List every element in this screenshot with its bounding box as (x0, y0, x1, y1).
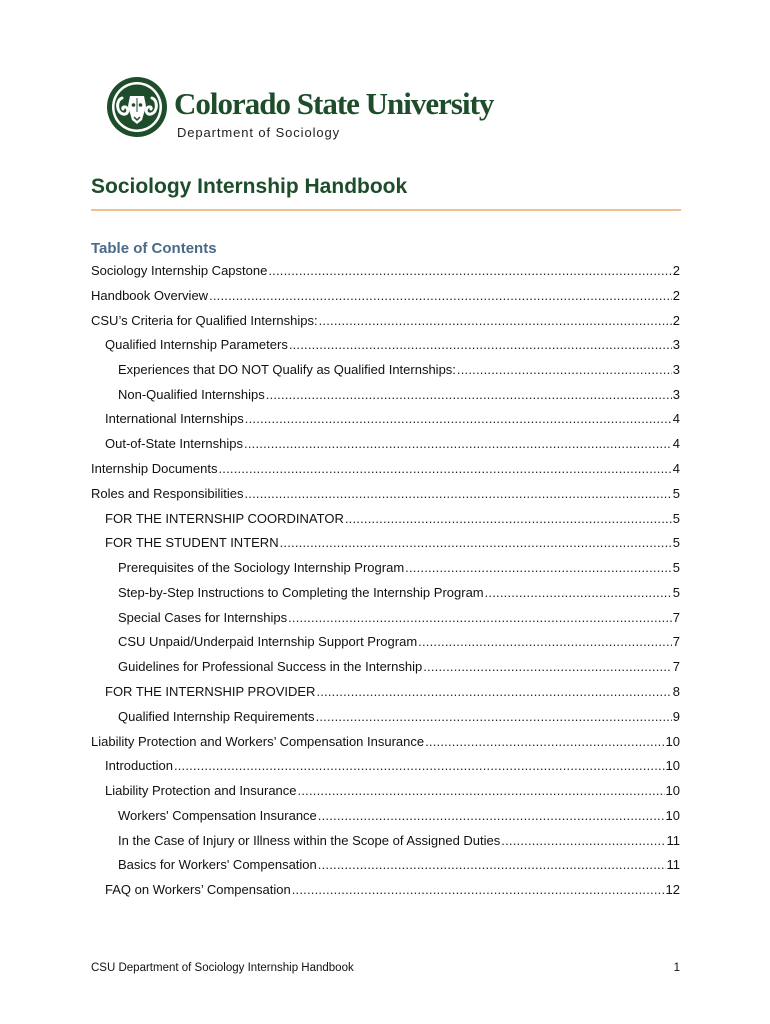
toc-entry-title: Roles and Responsibilities (91, 486, 244, 501)
toc-entry-title: Workers' Compensation Insurance (118, 808, 317, 823)
toc-leader (319, 313, 672, 328)
toc-entry-page: 4 (672, 461, 680, 476)
toc-leader (288, 610, 672, 625)
toc-entry-title: CSU Unpaid/Underpaid Internship Support Program (118, 634, 418, 649)
toc-entry-page: 4 (672, 436, 680, 451)
toc-entry-page: 3 (672, 337, 680, 352)
toc-entry-page: 5 (672, 535, 680, 550)
toc-entry[interactable] (105, 535, 680, 557)
toc-entry[interactable] (91, 313, 680, 335)
toc-entry[interactable] (105, 511, 680, 533)
toc-leader (316, 709, 672, 724)
toc-entry-page: 2 (672, 313, 680, 328)
toc-entry-title: Out-of-State Internships (105, 436, 244, 451)
toc-leader (418, 634, 672, 649)
toc-leader (501, 833, 665, 848)
toc-entry-title: FOR THE INTERNSHIP COORDINATOR (105, 511, 344, 526)
toc-entry-page: 5 (672, 585, 680, 600)
toc-entry-title: Liability Protection and Insurance (105, 783, 297, 798)
toc-entry-page: 7 (672, 659, 680, 674)
toc-leader (218, 461, 671, 476)
toc-entry[interactable] (105, 436, 680, 458)
toc-leader (485, 585, 672, 600)
toc-entry-page: 11 (666, 833, 680, 848)
toc-entry-page: 10 (665, 783, 680, 798)
title-divider (91, 209, 681, 211)
toc-entry-title: Special Cases for Internships (118, 610, 288, 625)
toc-entry[interactable] (91, 461, 680, 483)
toc-leader (405, 560, 672, 575)
toc-entry-title: Prerequisites of the Sociology Internship Program (118, 560, 405, 575)
toc-leader (280, 535, 672, 550)
footer-title: CSU Department of Sociology Internship Handbook (91, 962, 354, 974)
department-name: Department of Sociology (177, 125, 341, 140)
toc-entry[interactable] (105, 684, 680, 706)
toc-entry-title: Qualified Internship Parameters (105, 337, 288, 352)
toc-entry-title: CSU’s Criteria for Qualified Internships: (91, 313, 318, 328)
toc-leader (209, 288, 672, 303)
toc-entry[interactable] (118, 362, 680, 384)
toc-entry[interactable] (118, 560, 680, 582)
ram-head-seal-icon (106, 76, 168, 138)
toc-entry-page: 8 (672, 684, 680, 699)
toc-entry[interactable] (91, 263, 680, 285)
toc-entry-page: 9 (672, 709, 680, 724)
toc-entry[interactable] (91, 486, 680, 508)
toc-entry[interactable] (118, 808, 680, 830)
toc-entry-page: 2 (672, 288, 680, 303)
toc-leader (245, 411, 672, 426)
toc-leader (268, 263, 671, 278)
toc-entry-page: 5 (672, 486, 680, 501)
toc-leader (318, 857, 666, 872)
toc-entry[interactable] (118, 634, 680, 656)
toc-entry-page: 12 (665, 882, 680, 897)
toc-leader (318, 808, 665, 823)
toc-entry-title: Handbook Overview (91, 288, 209, 303)
toc-entry-title: FOR THE STUDENT INTERN (105, 535, 279, 550)
toc-entry-page: 2 (672, 263, 680, 278)
toc-entry-title: Liability Protection and Workers’ Compensation Insurance (91, 734, 425, 749)
toc-entry-page: 11 (666, 857, 680, 872)
toc-leader (266, 387, 672, 402)
toc-entry[interactable] (118, 610, 680, 632)
toc-leader (423, 659, 672, 674)
toc-entry-title: FOR THE INTERNSHIP PROVIDER (105, 684, 316, 699)
toc-leader (244, 486, 671, 501)
toc-entry[interactable] (105, 783, 680, 805)
toc-leader (289, 337, 672, 352)
toc-leader (425, 734, 664, 749)
toc-leader (457, 362, 672, 377)
university-wordmark: Colorado State University (174, 86, 494, 121)
document-title: Sociology Internship Handbook (91, 175, 408, 198)
toc-leader (316, 684, 671, 699)
toc-entry[interactable] (118, 659, 680, 681)
toc-entry-title: Internship Documents (91, 461, 218, 476)
toc-leader (244, 436, 672, 451)
toc-entry-page: 4 (672, 411, 680, 426)
toc-leader (174, 758, 665, 773)
toc-entry[interactable] (105, 411, 680, 433)
toc-entry-title: Step-by-Step Instructions to Completing the Internship Program (118, 585, 484, 600)
toc-entry-title: Guidelines for Professional Success in the Internship (118, 659, 423, 674)
toc-entry-title: In the Case of Injury or Illness within the Scope of Assigned Duties (118, 833, 501, 848)
toc-entry-page: 3 (672, 362, 680, 377)
toc-entry-page: 3 (672, 387, 680, 402)
toc-entry-page: 5 (672, 560, 680, 575)
toc-entry[interactable] (105, 882, 680, 904)
toc-entry-title: Sociology Internship Capstone (91, 263, 268, 278)
toc-leader (292, 882, 665, 897)
toc-entry-page: 5 (672, 511, 680, 526)
toc-entry[interactable] (118, 387, 680, 409)
footer-page-number: 1 (673, 962, 680, 974)
toc-entry-title: FAQ on Workers’ Compensation (105, 882, 291, 897)
toc-entry[interactable] (91, 734, 680, 756)
toc-leader (298, 783, 665, 798)
toc-leader (345, 511, 672, 526)
toc-entry[interactable] (105, 337, 680, 359)
csu-logo (106, 76, 506, 146)
toc-entry-title: Basics for Workers' Compensation (118, 857, 317, 872)
toc-entry[interactable] (105, 758, 680, 780)
toc-entry-title: Qualified Internship Requirements (118, 709, 315, 724)
toc-entry-page: 10 (665, 734, 680, 749)
toc-entry[interactable] (118, 833, 680, 855)
toc-entry-title: International Internships (105, 411, 244, 426)
toc-entry[interactable] (118, 709, 680, 731)
toc-entry-title: Introduction (105, 758, 173, 773)
toc-entry-title: Non-Qualified Internships (118, 387, 265, 402)
toc-entry-page: 10 (665, 808, 680, 823)
toc-entry[interactable] (91, 288, 680, 310)
toc-entry[interactable] (118, 585, 680, 607)
toc-entry-page: 7 (672, 634, 680, 649)
toc-entry-page: 7 (672, 610, 680, 625)
toc-entry-title: Experiences that DO NOT Qualify as Qualified Internships: (118, 362, 456, 377)
toc-heading: Table of Contents (91, 240, 217, 257)
toc-entry[interactable] (118, 857, 680, 879)
toc-entry-page: 10 (665, 758, 680, 773)
